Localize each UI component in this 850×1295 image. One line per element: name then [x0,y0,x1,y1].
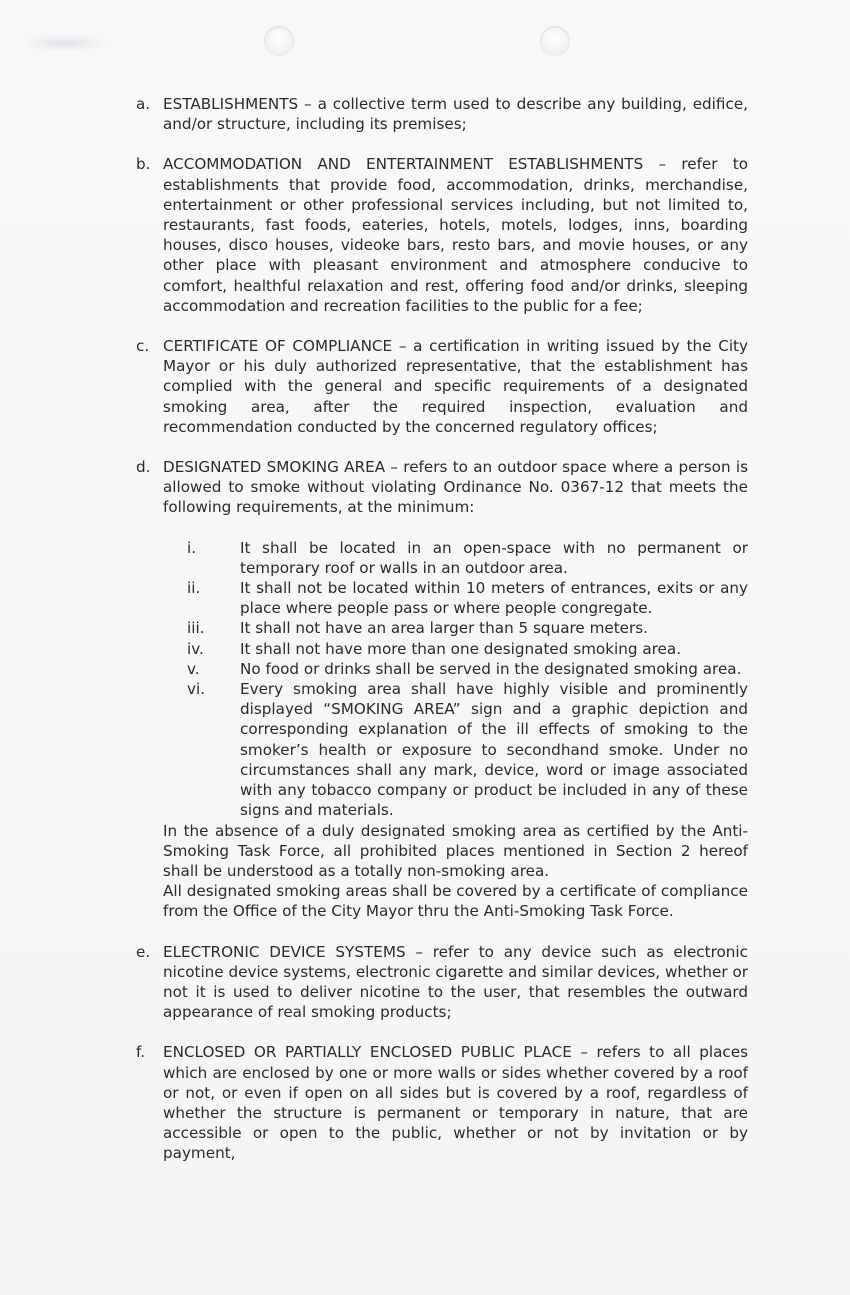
definition-d [136,457,748,921]
requirement-number: i. [187,538,197,557]
definition-marker: f. [136,1043,146,1062]
requirement-text: Every smoking area shall have highly visible and prominently displayed “SMOKING AREA” sign and a graphic depiction and corresponding explanation of the ill effects of smoking to the smoker’s health or exposure to secondhand smoke. Under no circumstances shall any mark, device, word or image associated with any tobacco company or product be included in any of these signs and materials. [240,680,748,820]
smoking-area-requirements [163,538,748,821]
requirement-item [163,538,748,578]
definition-b [136,154,748,316]
requirement-text: It shall be located in an open-space with no permanent or temporary roof or walls in an outdoor area. [240,538,748,577]
punch-hole-left [264,26,294,56]
requirement-item [163,578,748,618]
requirement-number: vi. [187,680,206,699]
definition-e [136,942,748,1023]
definition-text: ENCLOSED OR PARTIALLY ENCLOSED PUBLIC PLACE – refers to all places which are enclosed by one or more walls or sides whether covered by a roof or not, or even if open on all sides but is covered by a roof, regardless of whether the structure is permanent or temporary in nature, that are accessible or open to the public, whether or not by invitation or by payment, [163,1043,748,1163]
requirement-number: iv. [187,639,204,658]
requirement-text: No food or drinks shall be served in the designated smoking area. [240,659,742,678]
definition-marker: e. [136,942,151,961]
definition-text: ESTABLISHMENTS – a collective term used to describe any building, edifice, and/or structure, including its premises; [163,95,748,134]
requirement-text: It shall not have more than one designated smoking area. [240,639,682,658]
definition-text: ACCOMMODATION AND ENTERTAINMENT ESTABLISHMENTS – refer to establishments that provide food, accommodation, drinks, merchandise, entertainment or other professional services including, but not limited to, restaurants, fast foods, eateries, hotels, motels, lodges, inns, boarding houses, disco houses, videoke bars, resto bars, and movie houses, or any other place with pleasant environment and atmosphere conducive to comfort, healthful relaxation and rest, offering food and/or drinks, sleeping accommodation and recreation facilities to the public for a fee; [163,155,748,315]
requirement-text: It shall not have an area larger than 5 square meters. [240,619,649,638]
punch-hole-right [540,26,570,56]
requirement-item [163,639,748,659]
definition-text: CERTIFICATE OF COMPLIANCE – a certification in writing issued by the City Mayor or his duly authorized representative, that the establishment has complied with the general and specific requirements of a designated smoking area, after the required inspection, evaluation and recommendation conducted by the concerned regulatory offices; [163,337,748,436]
absence-paragraph: In the absence of a duly designated smoking area as certified by the Anti-Smoking Task Force, all prohibited places mentioned in Section 2 hereof shall be understood as a totally non-smoking area. [163,821,748,880]
definition-marker: b. [136,155,151,174]
certificate-paragraph: All designated smoking areas shall be covered by a certificate of compliance from the Office of the City Mayor thru the Anti-Smoking Task Force. [163,882,748,921]
definition-f [136,1042,748,1163]
definition-text: DESIGNATED SMOKING AREA – refers to an outdoor space where a person is allowed to smoke without violating Ordinance No. 0367-12 that meets the following requirements, at the minimum: [163,458,748,517]
requirement-item [163,679,748,820]
definition-text: ELECTRONIC DEVICE SYSTEMS – refer to any device such as electronic nicotine device systems, electronic cigarette and similar devices, whether or not it is used to deliver nicotine to the user, that resembles the outward appearance of real smoking products; [163,942,748,1022]
requirement-number: iii. [187,619,205,638]
definitions-list [136,94,748,1184]
requirement-item [163,659,748,679]
definition-marker: d. [136,458,151,477]
scan-speck [20,34,110,52]
requirement-item [163,618,748,638]
requirement-number: v. [187,659,200,678]
requirement-number: ii. [187,579,201,598]
requirement-text: It shall not be located within 10 meters of entrances, exits or any place where people pass or where people congregate. [240,579,748,618]
definition-a [136,94,748,134]
definition-c [136,336,748,437]
definition-marker: c. [136,337,150,356]
definition-marker: a. [136,95,151,113]
